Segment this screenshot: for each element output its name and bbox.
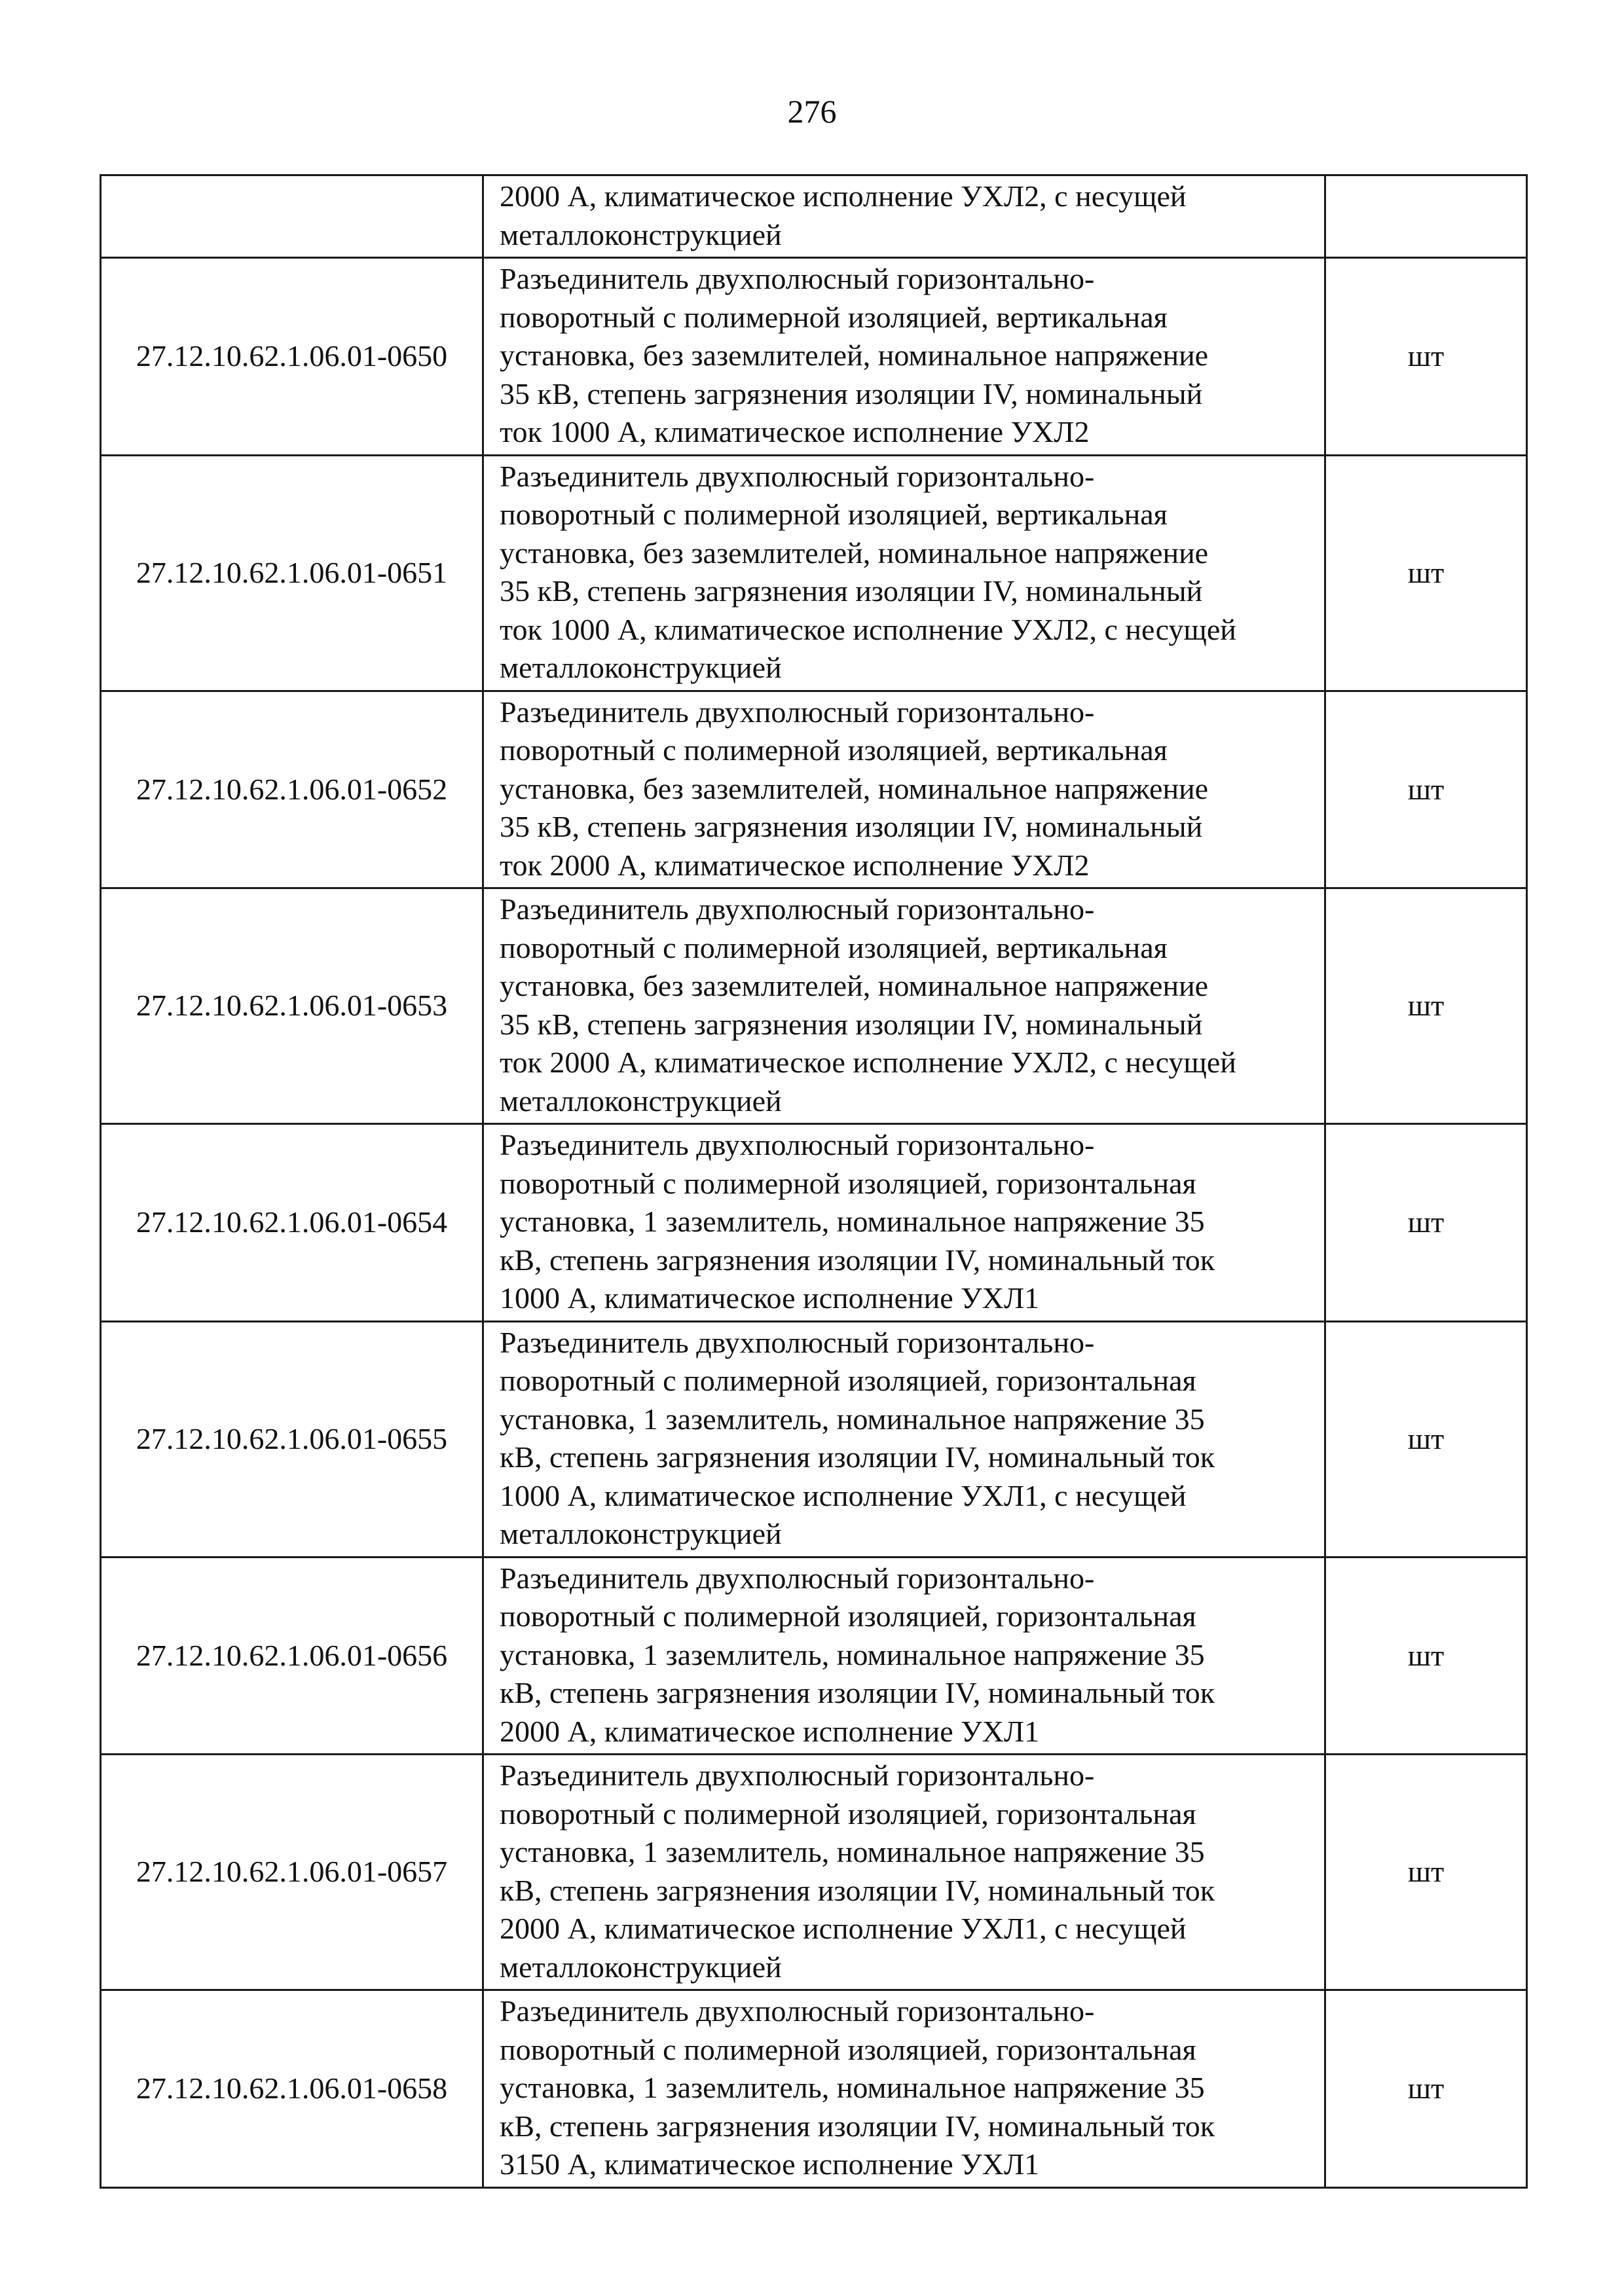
description-line: 35 кВ, степень загрязнения изоляции IV, номинальный bbox=[500, 1007, 1203, 1041]
resource-code: 27.12.10.62.1.06.01-0652 bbox=[101, 691, 483, 888]
table-row bbox=[101, 175, 1527, 258]
resource-code: 27.12.10.62.1.06.01-0650 bbox=[101, 258, 483, 456]
resource-description bbox=[483, 1124, 1325, 1322]
description-line: Разъединитель двухполюсный горизонтально- bbox=[500, 695, 1095, 729]
resource-description bbox=[483, 175, 1325, 258]
description-line: Разъединитель двухполюсный горизонтально- bbox=[500, 1994, 1095, 2028]
table-row bbox=[101, 455, 1527, 691]
description-line: установка, 1 заземлитель, номинальное напряжение 35 bbox=[500, 1835, 1205, 1868]
description-line: Разъединитель двухполюсный горизонтально- bbox=[500, 1561, 1095, 1595]
description-line: Разъединитель двухполюсный горизонтально- bbox=[500, 892, 1095, 926]
description-line: поворотный с полимерной изоляцией, горизонтальная bbox=[500, 1166, 1196, 1200]
resource-description bbox=[483, 1755, 1325, 1990]
resource-table bbox=[100, 174, 1528, 2189]
table-row bbox=[101, 1557, 1527, 1755]
description-line: установка, 1 заземлитель, номинальное напряжение 35 bbox=[500, 2071, 1205, 2104]
description-line: Разъединитель двухполюсный горизонтально- bbox=[500, 1128, 1095, 1161]
description-line: установка, без заземлителей, номинальное напряжение bbox=[500, 536, 1209, 570]
resource-description bbox=[483, 1557, 1325, 1755]
unit-of-measure: шт bbox=[1325, 455, 1527, 691]
table-row bbox=[101, 691, 1527, 888]
description-line: поворотный с полимерной изоляцией, вертикальная bbox=[500, 733, 1168, 767]
table-row bbox=[101, 888, 1527, 1124]
description-line: ток 2000 А, климатическое исполнение УХЛ2 bbox=[500, 848, 1090, 882]
resource-code bbox=[101, 175, 483, 258]
resource-code: 27.12.10.62.1.06.01-0651 bbox=[101, 455, 483, 691]
description-line: металлоконструкцией bbox=[500, 651, 782, 684]
description-line: ток 2000 А, климатическое исполнение УХЛ2, с несущей bbox=[500, 1046, 1236, 1079]
table-row bbox=[101, 1990, 1527, 2188]
description-line: Разъединитель двухполюсный горизонтально- bbox=[500, 1758, 1095, 1792]
description-line: установка, без заземлителей, номинальное напряжение bbox=[500, 338, 1209, 372]
table-row bbox=[101, 1755, 1527, 1990]
description-line: поворотный с полимерной изоляцией, горизонтальная bbox=[500, 1796, 1196, 1831]
description-line: Разъединитель двухполюсный горизонтально- bbox=[500, 459, 1095, 493]
resource-code: 27.12.10.62.1.06.01-0658 bbox=[101, 1990, 483, 2188]
resource-code: 27.12.10.62.1.06.01-0656 bbox=[101, 1557, 483, 1755]
table-row bbox=[101, 258, 1527, 456]
table-body bbox=[101, 175, 1527, 2188]
unit-of-measure: шт bbox=[1325, 1990, 1527, 2188]
page-number: 276 bbox=[787, 93, 837, 130]
unit-of-measure: шт bbox=[1325, 1755, 1527, 1990]
description-line: 35 кВ, степень загрязнения изоляции IV, номинальный bbox=[500, 810, 1203, 843]
resource-code: 27.12.10.62.1.06.01-0653 bbox=[101, 888, 483, 1124]
description-line: установка, 1 заземлитель, номинальное напряжение 35 bbox=[500, 1402, 1205, 1436]
description-line: поворотный с полимерной изоляцией, вертикальная bbox=[500, 300, 1168, 334]
resource-description bbox=[483, 691, 1325, 888]
description-line: кВ, степень загрязнения изоляции IV, номинальный ток bbox=[500, 2109, 1215, 2143]
description-line: кВ, степень загрязнения изоляции IV, номинальный ток bbox=[500, 1676, 1215, 1709]
description-line: установка, 1 заземлитель, номинальное напряжение 35 bbox=[500, 1637, 1205, 1671]
description-line: металлоконструкцией bbox=[500, 217, 782, 251]
description-line: Разъединитель двухполюсный горизонтально- bbox=[500, 1325, 1095, 1359]
description-line: 35 кВ, степень загрязнения изоляции IV, номинальный bbox=[500, 574, 1203, 608]
description-line: поворотный с полимерной изоляцией, вертикальная bbox=[500, 930, 1168, 964]
unit-of-measure: шт bbox=[1325, 258, 1527, 456]
description-line: 1000 А, климатическое исполнение УХЛ1 bbox=[500, 1281, 1040, 1315]
resource-code: 27.12.10.62.1.06.01-0654 bbox=[101, 1124, 483, 1322]
description-line: установка, 1 заземлитель, номинальное напряжение 35 bbox=[500, 1205, 1205, 1238]
resource-description bbox=[483, 1321, 1325, 1557]
unit-of-measure: шт bbox=[1325, 691, 1527, 888]
description-line: поворотный с полимерной изоляцией, горизонтальная bbox=[500, 1599, 1196, 1633]
description-line: металлоконструкцией bbox=[500, 1084, 782, 1118]
description-line: поворотный с полимерной изоляцией, горизонтальная bbox=[500, 1364, 1196, 1397]
description-line: кВ, степень загрязнения изоляции IV, номинальный ток bbox=[500, 1440, 1215, 1474]
resource-description bbox=[483, 258, 1325, 456]
unit-of-measure: шт bbox=[1325, 1124, 1527, 1322]
resource-description bbox=[483, 455, 1325, 691]
description-line: 1000 А, климатическое исполнение УХЛ1, с несущей bbox=[500, 1478, 1187, 1512]
description-line: 35 кВ, степень загрязнения изоляции IV, номинальный bbox=[500, 376, 1203, 410]
description-line: металлоконструкцией bbox=[500, 1517, 782, 1550]
resource-code: 27.12.10.62.1.06.01-0655 bbox=[101, 1321, 483, 1557]
description-line: 2000 А, климатическое исполнение УХЛ2, с несущей bbox=[500, 179, 1187, 213]
unit-of-measure: шт bbox=[1325, 888, 1527, 1124]
unit-of-measure bbox=[1325, 175, 1527, 258]
description-line: 2000 А, климатическое исполнение УХЛ1 bbox=[500, 1714, 1040, 1748]
description-line: ток 1000 А, климатическое исполнение УХЛ2 bbox=[500, 415, 1090, 448]
description-line: поворотный с полимерной изоляцией, горизонтальная bbox=[500, 2032, 1196, 2066]
resource-description bbox=[483, 888, 1325, 1124]
description-line: установка, без заземлителей, номинальное напряжение bbox=[500, 969, 1209, 1002]
unit-of-measure: шт bbox=[1325, 1557, 1527, 1755]
description-line: металлоконструкцией bbox=[500, 1950, 782, 1984]
description-line: 3150 А, климатическое исполнение УХЛ1 bbox=[500, 2147, 1040, 2181]
description-line: 2000 А, климатическое исполнение УХЛ1, с несущей bbox=[500, 1912, 1187, 1945]
resource-description bbox=[483, 1990, 1325, 2188]
description-line: поворотный с полимерной изоляцией, вертикальная bbox=[500, 498, 1168, 531]
description-line: установка, без заземлителей, номинальное напряжение bbox=[500, 771, 1209, 805]
description-line: ток 1000 А, климатическое исполнение УХЛ2, с несущей bbox=[500, 612, 1236, 646]
description-line: кВ, степень загрязнения изоляции IV, номинальный ток bbox=[500, 1873, 1215, 1907]
description-line: кВ, степень загрязнения изоляции IV, номинальный ток bbox=[500, 1243, 1215, 1277]
table-row bbox=[101, 1124, 1527, 1322]
description-line: Разъединитель двухполюсный горизонтально- bbox=[500, 262, 1095, 295]
unit-of-measure: шт bbox=[1325, 1321, 1527, 1557]
table-row bbox=[101, 1321, 1527, 1557]
resource-code: 27.12.10.62.1.06.01-0657 bbox=[101, 1755, 483, 1990]
